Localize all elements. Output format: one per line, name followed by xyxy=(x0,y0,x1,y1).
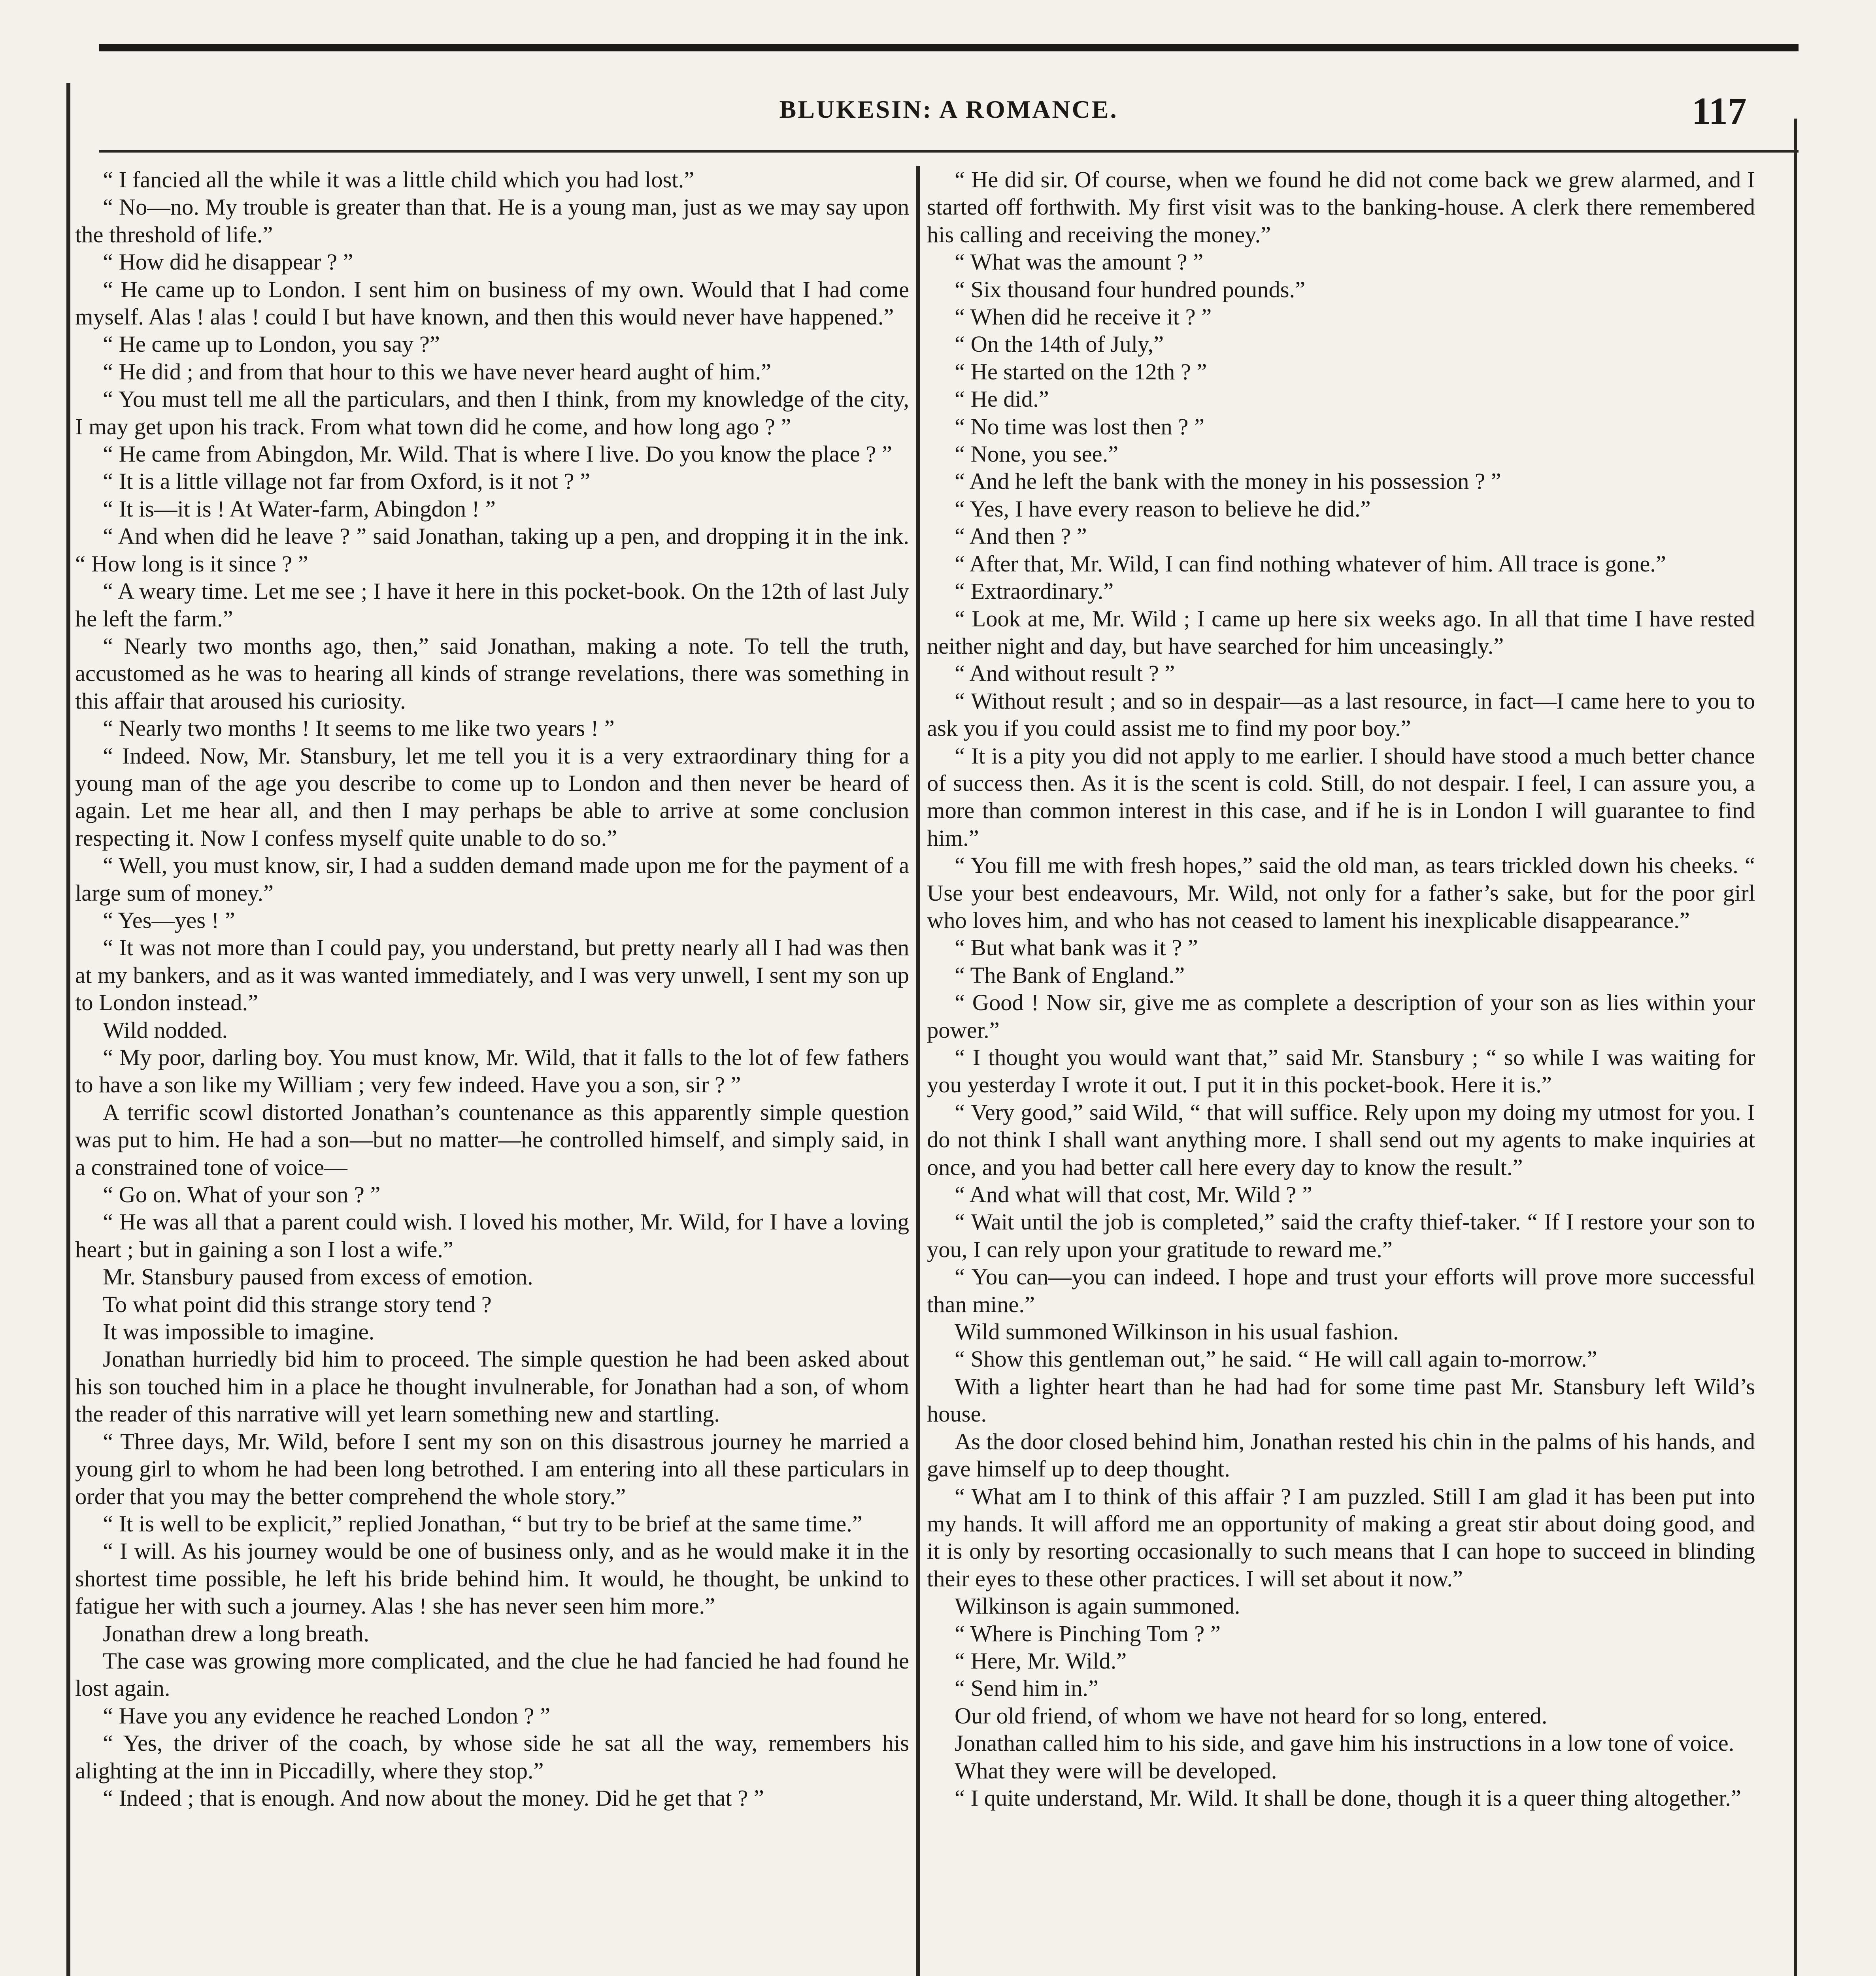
paragraph: With a lighter heart than he had had for some time past Mr. Stansbury left Wild’s house. xyxy=(927,1373,1755,1427)
paragraph: “ Indeed. Now, Mr. Stansbury, let me tell you it is a very extraordinary thing for a young man of the age you describe to come up to London and then never be heard of again. Let me hear all, and then I may perhaps be able to arrive at some conclusion respecting it. Now I confess myself quite unable to do so.” xyxy=(75,743,909,851)
paragraph: “ Yes, I have every reason to believe he did.” xyxy=(955,496,1371,522)
paragraph: “ Good ! Now sir, give me as complete a description of your son as lies within your power.” xyxy=(927,990,1755,1043)
paragraph: “ It is—it is ! At Water-farm, Abingdon ! ” xyxy=(103,496,496,522)
left-text-column xyxy=(75,166,909,1812)
paragraph: “ When did he receive it ? ” xyxy=(955,304,1212,330)
paragraph: “ What was the amount ? ” xyxy=(955,249,1204,275)
paragraph: “ And without result ? ” xyxy=(955,660,1175,686)
paragraph: “ Extraordinary.” xyxy=(955,578,1114,604)
paragraph: “ The Bank of England.” xyxy=(955,962,1185,988)
paragraph: “ After that, Mr. Wild, I can find nothing whatever of him. All trace is gone.” xyxy=(955,551,1666,577)
paragraph: “ Send him in.” xyxy=(955,1675,1098,1701)
paragraph: “ It was not more than I could pay, you understand, but pretty nearly all I had was then at my bankers, and as it was wanted immediately, and I was very unwell, I sent my son up to London instead.” xyxy=(75,935,909,1016)
paragraph: “ You can—you can indeed. I hope and trust your efforts will prove more successful than mine.” xyxy=(927,1264,1755,1317)
paragraph: “ A weary time. Let me see ; I have it here in this pocket-book. On the 12th of last July he left the farm.” xyxy=(75,578,909,632)
paragraph: Jonathan drew a long breath. xyxy=(103,1620,370,1646)
paragraph: “ It is well to be explicit,” replied Jonathan, “ but try to be brief at the same time.” xyxy=(103,1510,863,1537)
paragraph: “ What am I to think of this affair ? I am puzzled. Still I am glad it has been put into my hands. It will afford me an opportunity of making a great stir about doing good, and it is only by resorting occasionally to such means that I can hope to succeed in blinding their eyes to these other practices. I will set about it now.” xyxy=(927,1483,1755,1591)
paragraph: “ Look at me, Mr. Wild ; I came up here six weeks ago. In all that time I have rested neither night and day, but have searched for him unceasingly.” xyxy=(927,605,1755,659)
paragraph: “ Without result ; and so in despair—as a last resource, in fact—I came here to you to ask you if you could assist me to find my poor boy.” xyxy=(927,688,1755,741)
paragraph: “ Three days, Mr. Wild, before I sent my son on this disastrous journey he married a young girl to whom he had been long betrothed. I am entering into all these particulars in order that you may the better comprehend the whole story.” xyxy=(75,1428,909,1509)
left-border-rule xyxy=(66,83,70,1976)
paragraph: “ Yes, the driver of the coach, by whose side he sat all the way, remembers his alighting at the inn in Piccadilly, where they stop.” xyxy=(75,1730,909,1784)
paragraph: “ He did.” xyxy=(955,386,1049,412)
paragraph: “ Nearly two months ! It seems to me like two years ! ” xyxy=(103,715,615,741)
paragraph: It was impossible to imagine. xyxy=(103,1319,375,1345)
paragraph: “ He started on the 12th ? ” xyxy=(955,358,1207,385)
paragraph: Wild summoned Wilkinson in his usual fashion. xyxy=(955,1319,1399,1345)
column-divider-rule xyxy=(916,166,920,1976)
paragraph: “ Go on. What of your son ? ” xyxy=(103,1182,381,1208)
paragraph: Mr. Stansbury paused from excess of emotion. xyxy=(103,1264,533,1290)
right-text-column xyxy=(927,166,1755,1812)
paragraph: “ You fill me with fresh hopes,” said the old man, as tears trickled down his cheeks. “ Use your best endeavours, Mr. Wild, not only for a father’s sake, but for the poor girl who loves him, and who has not ceased to lament his inexplicable disappearance.” xyxy=(927,852,1755,933)
paragraph: “ And then ? ” xyxy=(955,523,1087,549)
paragraph: “ On the 14th of July,” xyxy=(955,331,1164,357)
paragraph: A terrific scowl distorted Jonathan’s countenance as this apparently simple question was put to him. He had a son—but no matter—he controlled himself, and simply said, in a constrained tone of voice— xyxy=(75,1099,909,1180)
paragraph: “ No time was lost then ? ” xyxy=(955,413,1204,439)
paragraph: The case was growing more complicated, and the clue he had fancied he had found he lost again. xyxy=(75,1648,909,1701)
top-border-rule xyxy=(99,44,1799,51)
paragraph: “ He came up to London. I sent him on business of my own. Would that I had come myself. Alas ! alas ! could I but have known, and then this would never have happened.” xyxy=(75,276,909,330)
paragraph: “ He did sir. Of course, when we found he did not come back we grew alarmed, and I started off forthwith. My first visit was to the banking-house. A clerk there remembered his calling and receiving the money.” xyxy=(927,167,1755,247)
paragraph: “ My poor, darling boy. You must know, Mr. Wild, that it falls to the lot of few fathers to have a son like my William ; very few indeed. Have you a son, sir ? ” xyxy=(75,1045,909,1098)
running-head-title: BLUKESIN: A ROMANCE. xyxy=(779,95,1118,123)
paragraph: “ Six thousand four hundred pounds.” xyxy=(955,276,1306,302)
paragraph: “ I will. As his journey would be one of business only, and as he would make it in the shortest time possible, he left his bride behind him. It would, he thought, be unkind to fatigue her with such a journey. Alas ! she has never seen him more.” xyxy=(75,1538,909,1619)
paragraph: “ Well, you must know, sir, I had a sudden demand made upon me for the payment of a large sum of money.” xyxy=(75,852,909,906)
paragraph: “ Wait until the job is completed,” said the crafty thief-taker. “ If I restore your son to you, I can rely upon your gratitude to reward me.” xyxy=(927,1209,1755,1262)
paragraph: “ None, you see.” xyxy=(955,441,1119,467)
paragraph: “ He came up to London, you say ?” xyxy=(103,331,440,357)
paragraph: Wilkinson is again summoned. xyxy=(955,1593,1240,1619)
paragraph: What they were will be developed. xyxy=(955,1757,1277,1784)
paragraph: “ It is a pity you did not apply to me earlier. I should have stood a much better chance of success then. As it is the scent is cold. Still, do not despair. I feel, I can assure you, a more than common interest in this case, and if he is in London I will guarantee to find him.” xyxy=(927,743,1755,851)
paragraph: “ Indeed ; that is enough. And now about the money. Did he get that ? ” xyxy=(103,1785,764,1811)
paragraph: “ And when did he leave ? ” said Jonathan, taking up a pen, and dropping it in the ink. “ How long is it since ? ” xyxy=(75,523,909,577)
paragraph: “ I thought you would want that,” said Mr. Stansbury ; “ so while I was waiting for you yesterday I wrote it out. I put it in this pocket-book. Here it is.” xyxy=(927,1045,1755,1098)
paragraph: To what point did this strange story tend ? xyxy=(103,1291,492,1317)
paragraph: “ He came from Abingdon, Mr. Wild. That is where I live. Do you know the place ? ” xyxy=(103,441,892,467)
paragraph: “ It is a little village not far from Oxford, is it not ? ” xyxy=(103,468,591,494)
paragraph: “ How did he disappear ? ” xyxy=(103,249,353,275)
paragraph: “ But what bank was it ? ” xyxy=(955,935,1198,961)
page-number: 117 xyxy=(1692,90,1747,132)
paragraph: Our old friend, of whom we have not heard for so long, entered. xyxy=(955,1703,1548,1729)
paragraph: “ You must tell me all the particulars, and then I think, from my knowledge of the city, I may get upon his track. From what town did he come, and how long ago ? ” xyxy=(75,386,909,439)
paragraph: “ Where is Pinching Tom ? ” xyxy=(955,1620,1221,1646)
paragraph: “ Very good,” said Wild, “ that will suffice. Rely upon my doing my utmost for you. I do not think I shall want anything more. I shall send out my agents to make inquiries at once, and you had better call here every day to know the result.” xyxy=(927,1099,1755,1180)
paragraph: As the door closed behind him, Jonathan rested his chin in the palms of his hands, and gave himself up to deep thought. xyxy=(927,1428,1755,1482)
paragraph: “ Yes—yes ! ” xyxy=(103,907,235,933)
paragraph: “ Here, Mr. Wild.” xyxy=(955,1648,1127,1674)
paragraph: “ And what will that cost, Mr. Wild ? ” xyxy=(955,1182,1312,1208)
paragraph: Jonathan hurriedly bid him to proceed. The simple question he had been asked about his son touched him in a place he thought invulnerable, for Jonathan had a son, of whom the reader of this narrative will yet learn something new and startling. xyxy=(75,1346,909,1427)
paragraph: “ He did ; and from that hour to this we have never heard aught of him.” xyxy=(103,358,772,385)
right-border-rule xyxy=(1794,119,1797,1976)
paragraph: Jonathan called him to his side, and gave him his instructions in a low tone of voice. xyxy=(955,1730,1734,1756)
paragraph: “ I fancied all the while it was a little child which you had lost.” xyxy=(103,167,695,192)
paragraph: “ Have you any evidence he reached London ? ” xyxy=(103,1703,551,1729)
header-underline-rule xyxy=(99,150,1799,153)
paragraph: “ Nearly two months ago, then,” said Jonathan, making a note. To tell the truth, accustomed as he was to hearing all kinds of strange revelations, there was something in this affair that aroused his curiosity. xyxy=(75,633,909,714)
paragraph: Wild nodded. xyxy=(103,1017,228,1043)
paragraph: “ Show this gentleman out,” he said. “ He will call again to-morrow.” xyxy=(955,1346,1597,1372)
paragraph: “ I quite understand, Mr. Wild. It shall be done, though it is a queer thing altogether.” xyxy=(955,1785,1741,1811)
paragraph: “ And he left the bank with the money in his possession ? ” xyxy=(955,468,1501,494)
paragraph: “ He was all that a parent could wish. I loved his mother, Mr. Wild, for I have a loving heart ; but in gaining a son I lost a wife.” xyxy=(75,1209,909,1262)
paragraph: “ No—no. My trouble is greater than that. He is a young man, just as we may say upon the threshold of life.” xyxy=(75,194,909,247)
